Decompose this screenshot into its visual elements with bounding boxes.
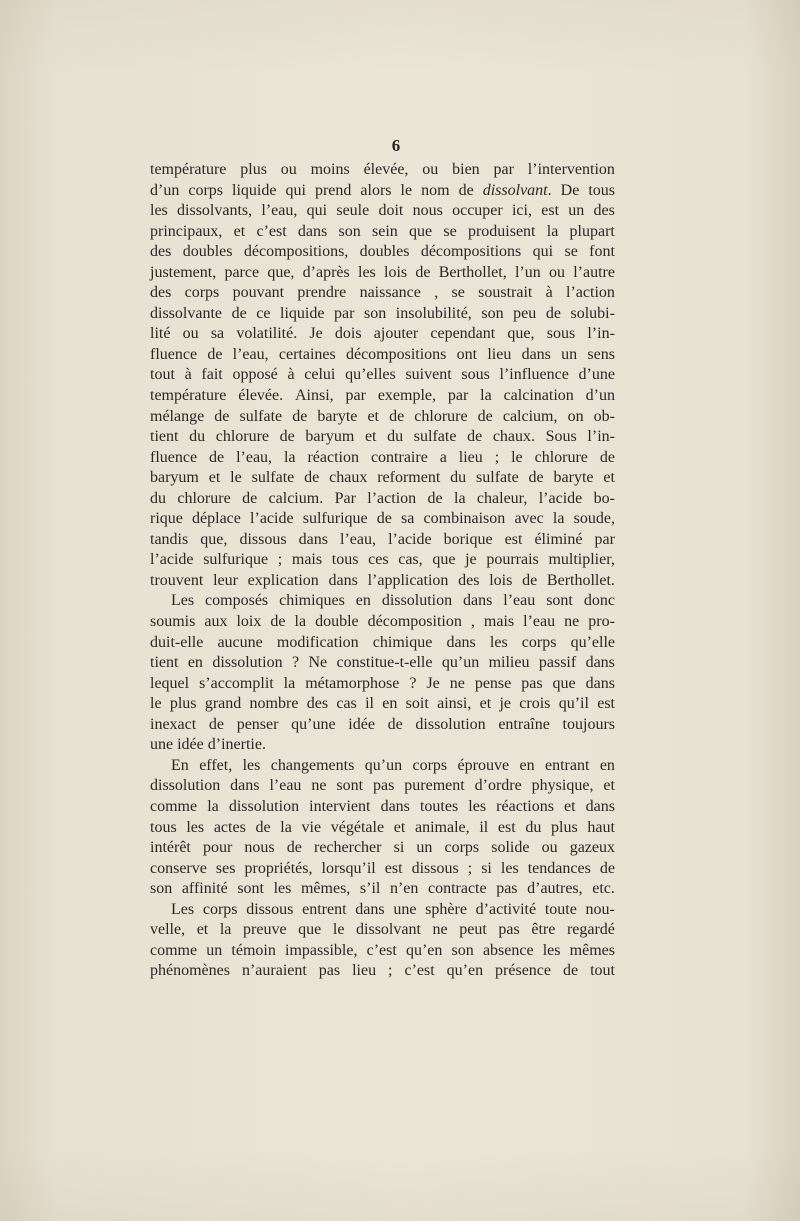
text-line: inexact de penser qu’une idée de dissolution entraîne toujours bbox=[150, 715, 615, 733]
text-line: intérêt pour nous de rechercher si un corps solide ou gazeux bbox=[150, 839, 615, 857]
text-line: des corps pouvant prendre naissance , se soustrait à l’action bbox=[150, 284, 615, 302]
text-line: baryum et le sulfate de chaux reforment du sulfate de baryte et bbox=[150, 469, 615, 487]
text-line: l’acide sulfurique ; mais tous ces cas, que je pourrais multiplier, bbox=[150, 551, 615, 569]
text-line: tous les actes de la vie végétale et animale, il est du plus haut bbox=[150, 818, 615, 836]
text-line: lequel s’accomplit la métamorphose ? Je ne pense pas que dans bbox=[150, 674, 615, 692]
paragraph bbox=[150, 160, 615, 591]
text-line: velle, et la preuve que le dissolvant ne peut pas être regardé bbox=[150, 921, 615, 939]
text-line: des doubles décompositions, doubles décompositions qui se font bbox=[150, 243, 615, 261]
text-line: tient en dissolution ? Ne constitue-t-elle qu’un milieu passif dans bbox=[150, 654, 615, 672]
text-line: fluence de l’eau, certaines décompositions ont lieu dans un sens bbox=[150, 345, 615, 363]
text-line: tient du chlorure de baryum et du sulfate de chaux. Sous l’in- bbox=[150, 428, 615, 446]
text-line: température plus ou moins élevée, ou bien par l’intervention bbox=[150, 161, 615, 178]
text-line: trouvent leur explication dans l’application des lois de Berthollet. bbox=[150, 571, 615, 589]
text-line: soumis aux loix de la double décomposition , mais l’eau ne pro- bbox=[150, 613, 615, 631]
text-line: dissolvante de ce liquide par son insolubilité, son peu de solubi- bbox=[150, 304, 615, 322]
text-line: duit-elle aucune modification chimique dans les corps qu’elle bbox=[150, 633, 615, 651]
text-line: les dissolvants, l’eau, qui seule doit nous occuper ici, est un des bbox=[150, 202, 615, 220]
text-line: principaux, et c’est dans son sein que se produisent la plupart bbox=[150, 222, 615, 240]
text-segment: d’un corps liquide qui prend alors le nom de bbox=[150, 181, 483, 199]
body-text bbox=[150, 160, 615, 982]
page-number: 6 bbox=[391, 136, 401, 155]
text-line: rique déplace l’acide sulfurique de sa combinaison avec la soude, bbox=[150, 510, 615, 528]
text-line: phénomènes n’auraient pas lieu ; c’est qu’en présence de tout bbox=[150, 962, 615, 980]
text-line: comme un témoin impassible, c’est qu’en son absence les mêmes bbox=[150, 941, 615, 959]
text-line: du chlorure de calcium. Par l’action de la chaleur, l’acide bo- bbox=[150, 489, 615, 507]
paragraph bbox=[150, 756, 615, 900]
text-line: le plus grand nombre des cas il en soit ainsi, et je crois qu’il est bbox=[150, 695, 615, 713]
text-line: En effet, les changements qu’un corps éprouve en entrant en bbox=[171, 756, 615, 774]
text-line: Les corps dissous entrent dans une sphère d’activité toute nou- bbox=[171, 900, 615, 918]
text-line: son affinité sont les mêmes, s’il n’en contracte pas d’autres, etc. bbox=[150, 880, 615, 898]
text-line: tout à fait opposé à celui qu’elles suivent sous l’influence d’une bbox=[150, 366, 615, 384]
text-line: conserve ses propriétés, lorsqu’il est dissous ; si les tendances de bbox=[150, 859, 615, 877]
text-line: lité ou sa volatilité. Je dois ajouter cependant que, sous l’in- bbox=[150, 325, 615, 343]
paragraph bbox=[150, 591, 615, 755]
text-segment: . De tous bbox=[547, 181, 616, 199]
text-line: justement, parce que, d’après les lois de Berthollet, l’un ou l’autre bbox=[150, 263, 615, 281]
text-line bbox=[150, 181, 615, 202]
text-line: Les composés chimiques en dissolution dans l’eau sont donc bbox=[171, 592, 615, 610]
text-line: tandis que, dissous dans l’eau, l’acide borique est éliminé par bbox=[150, 530, 615, 548]
text-line: fluence de l’eau, la réaction contraire a lieu ; le chlorure de bbox=[150, 448, 615, 466]
text-line: comme la dissolution intervient dans toutes les réactions et dans bbox=[150, 797, 615, 815]
text-line: dissolution dans l’eau ne sont pas purement d’ordre physique, et bbox=[150, 777, 615, 795]
text-line: une idée d’inertie. bbox=[150, 736, 266, 754]
emphasized-term: dissolvant bbox=[482, 181, 548, 199]
text-line: température élevée. Ainsi, par exemple, par la calcination d’un bbox=[150, 387, 615, 405]
text-line: mélange de sulfate de baryte et de chlorure de calcium, on ob- bbox=[150, 407, 615, 425]
paragraph bbox=[150, 900, 615, 982]
